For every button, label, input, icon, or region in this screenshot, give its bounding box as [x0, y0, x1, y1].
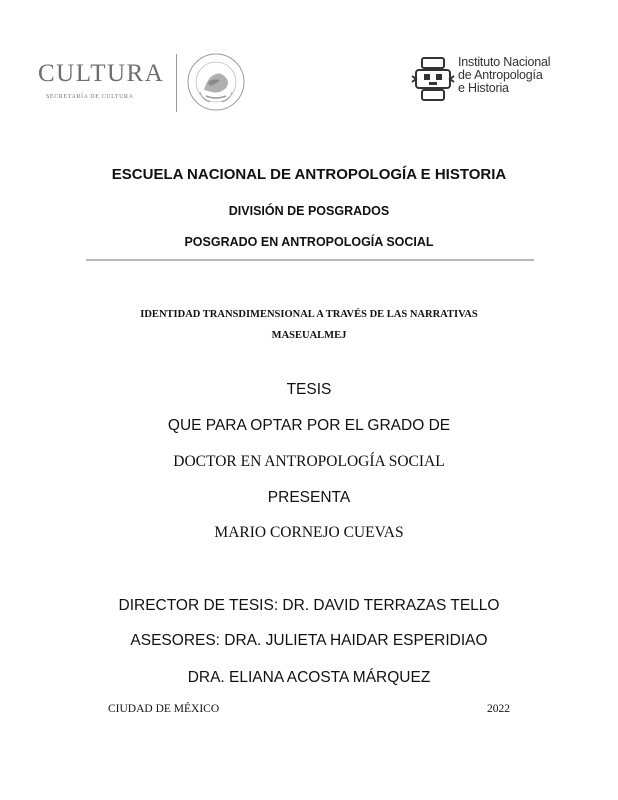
- thesis-degree: DOCTOR EN ANTROPOLOGÍA SOCIAL: [173, 453, 445, 470]
- city: CIUDAD DE MÉXICO: [108, 703, 220, 715]
- thesis-title-line-2: MASEUALMEJ: [271, 330, 347, 341]
- thesis-advisors: ASESORES: DRA. JULIETA HAIDAR ESPERIDIAO: [130, 632, 488, 649]
- thesis-advisor-2: DRA. ELIANA ACOSTA MÁRQUEZ: [187, 669, 431, 686]
- school-name: ESCUELA NACIONAL DE ANTROPOLOGÍA E HISTORIA: [111, 166, 507, 183]
- cultura-subtitle: SECRETARÍA DE CULTURA: [46, 94, 134, 100]
- thesis-director: DIRECTOR DE TESIS: DR. DAVID TERRAZAS TELLO: [118, 597, 500, 614]
- inah-line: de Antropología: [458, 68, 543, 82]
- division-name: DIVISIÓN DE POSGRADOS: [228, 204, 390, 218]
- inah-line: e Historia: [458, 81, 509, 95]
- inah-name: [458, 56, 550, 95]
- thesis-type: TESIS: [286, 381, 332, 398]
- thesis-author: MARIO CORNEJO CUEVAS: [214, 524, 404, 541]
- thesis-title-line-1: IDENTIDAD TRANSDIMENSIONAL A TRAVÉS DE LAS NARRATIVAS: [140, 309, 478, 320]
- thesis-purpose: QUE PARA OPTAR POR EL GRADO DE: [167, 417, 451, 434]
- year: 2022: [487, 703, 510, 715]
- logo-divider: [176, 54, 177, 112]
- header-rule: [86, 259, 534, 261]
- inah-emblem-icon: [410, 54, 456, 104]
- mexican-seal-icon: [186, 52, 246, 112]
- thesis-presents: PRESENTA: [267, 489, 351, 506]
- inah-line: Instituto Nacional: [458, 55, 551, 69]
- cultura-logo-text: CULTURA: [38, 60, 165, 87]
- program-name: POSGRADO EN ANTROPOLOGÍA SOCIAL: [184, 235, 434, 249]
